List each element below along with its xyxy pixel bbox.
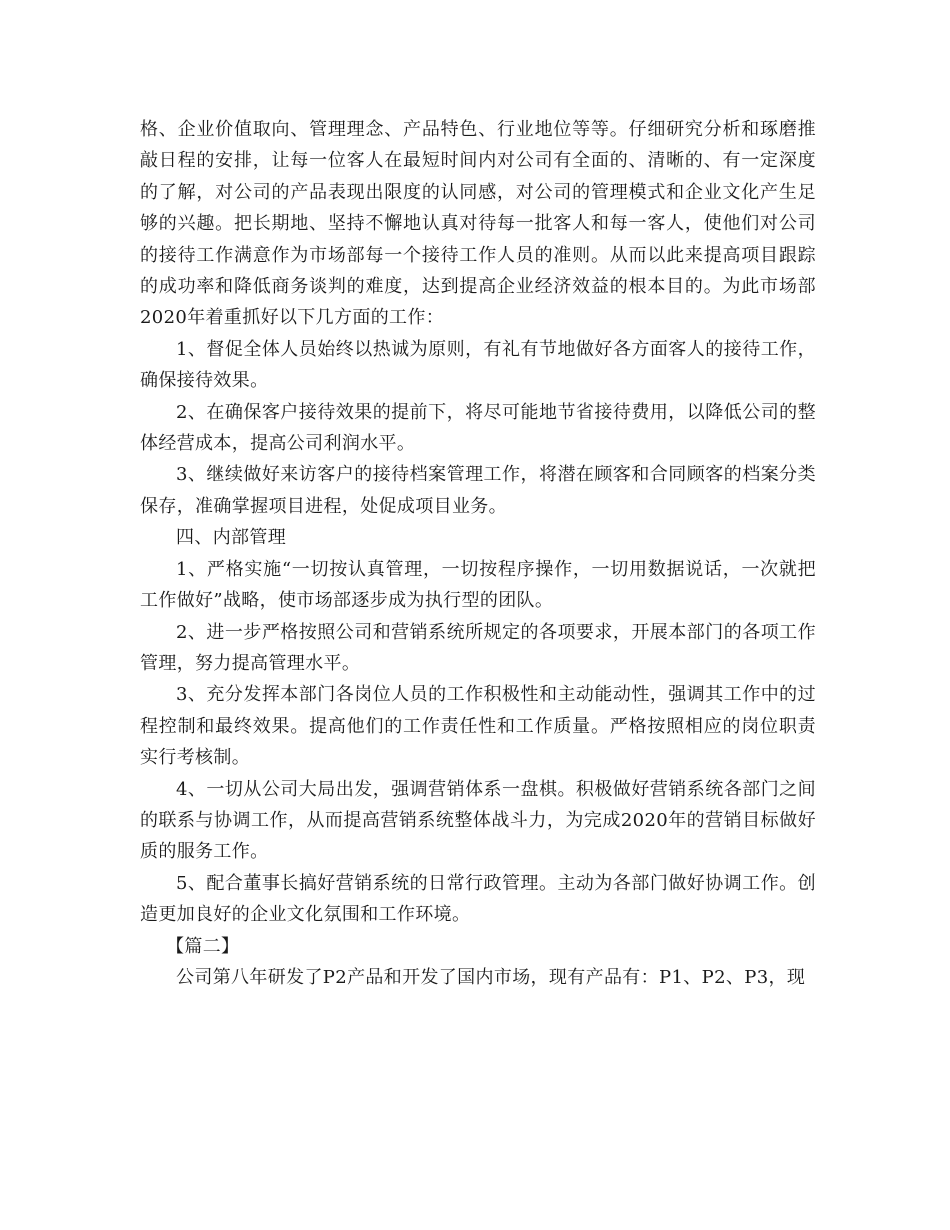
paragraph-part-two-intro: 公司第八年研发了P2产品和开发了国内市场，现有产品有：P1、P2、P3，现 [176, 966, 806, 988]
paragraph-item-2: 2、在确保客户接待效果的提前下，将尽可能地节省接待费用，以降低公司的整体经营成本，提高公司利润水平。 [140, 401, 816, 455]
paragraph-intro: 格、企业价值取向、管理理念、产品特色、行业地位等等。仔细研究分析和琢磨推敲日程的安排，让每一位客人在最短时间内对公司有全面的、清晰的、有一定深度的了解，对公司的产品表现出限度的认同感，对公司的管理模式和企业文化产生足够的兴趣。把长期地、坚持不懈地认真对待每一批客人和每一客人，使他们对公司的接待工作满意作为市场部每一个接待工作人员的准则。从而以此来提高项目跟踪的成功率和降低商务谈判的难度，达到提高企业经济效益的根本目的。为此市场部2020年着重抓好以下几方面的工作： [140, 119, 816, 329]
paragraph-management-1: 1、严格实施“一切按认真管理，一切按程序操作，一切用数据说话，一次就把工作做好”战略，使市场部逐步成为执行型的团队。 [140, 558, 816, 612]
paragraph-management-3: 3、充分发挥本部门各岗位人员的工作积极性和主动能动性，强调其工作中的过程控制和最终效果。提高他们的工作责任性和工作质量。严格按照相应的岗位职责实行考核制。 [140, 684, 816, 769]
section-heading-part-two: 【篇二】 [166, 935, 240, 957]
section-heading-internal-management: 四、内部管理 [176, 527, 287, 549]
paragraph-item-1: 1、督促全体人员始终以热诚为原则，有礼有节地做好各方面客人的接待工作，确保接待效果。 [140, 338, 816, 392]
paragraph-management-5: 5、配合董事长搞好营销系统的日常行政管理。主动为各部门做好协调工作。创造更加良好的企业文化氛围和工作环境。 [140, 872, 816, 926]
paragraph-management-2: 2、进一步严格按照公司和营销系统所规定的各项要求，开展本部门的各项工作管理，努力提高管理水平。 [140, 621, 816, 674]
paragraph-item-3: 3、继续做好来访客户的接待档案管理工作，将潜在顾客和合同顾客的档案分类保存，准确掌握项目进程，处促成项目业务。 [140, 464, 816, 517]
paragraph-management-4: 4、一切从公司大局出发，强调营销体系一盘棋。积极做好营销系统各部门之间的联系与协调工作，从而提高营销系统整体战斗力，为完成2020年的营销目标做好质的服务工作。 [140, 778, 816, 863]
document-body [140, 114, 816, 993]
